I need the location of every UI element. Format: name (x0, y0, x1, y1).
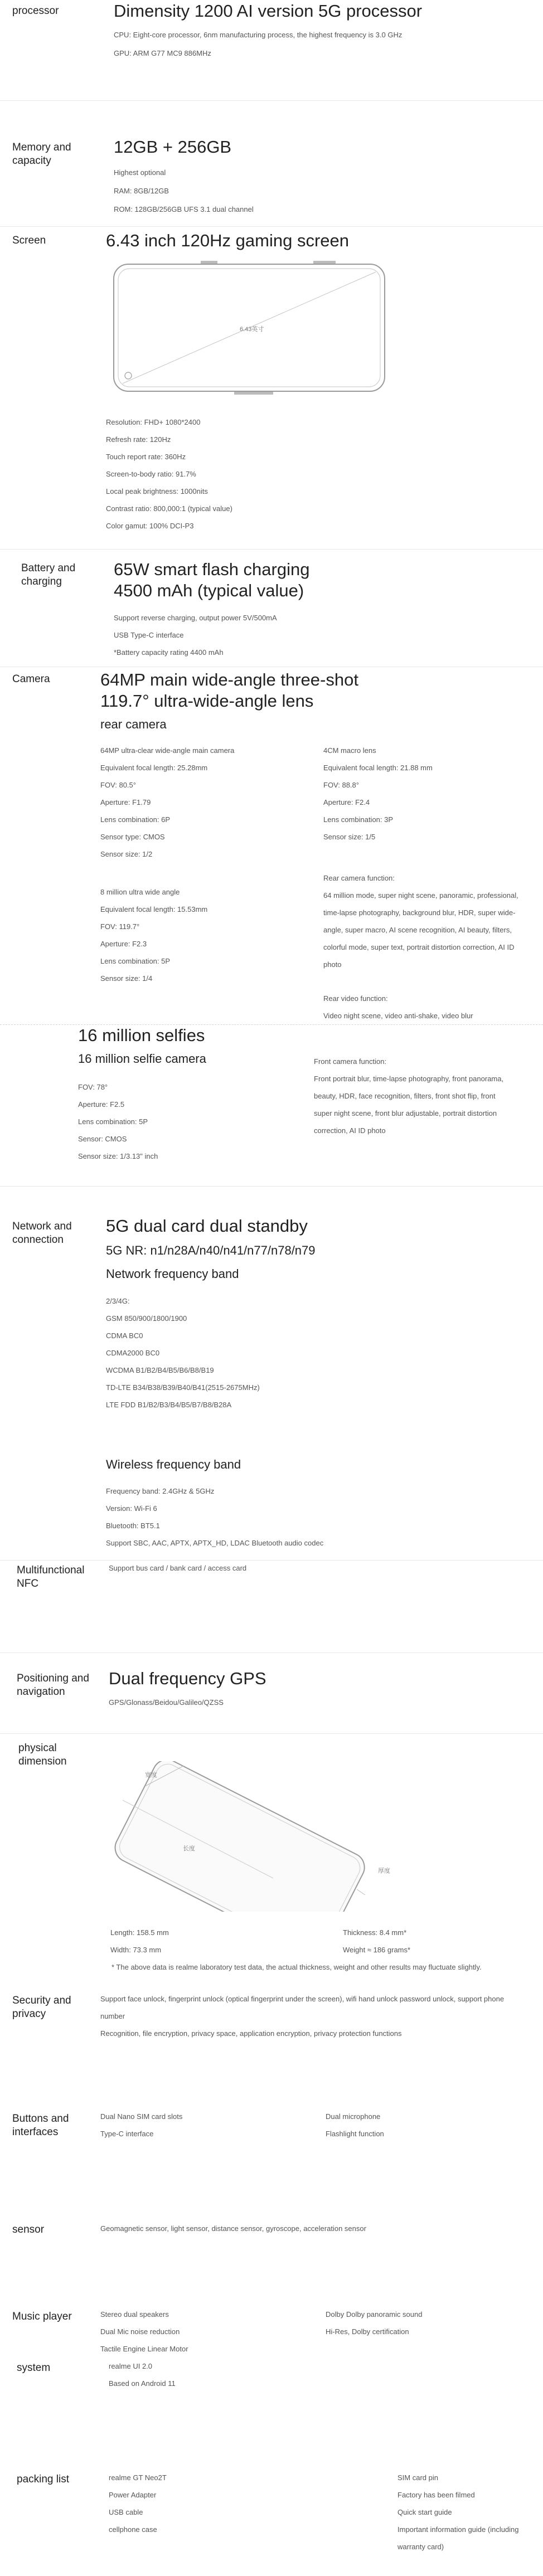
network-band-line: 2/3/4G: (106, 1297, 130, 1305)
wide-lens-line: Aperture: F2.3 (100, 940, 147, 948)
processor-title: Dimensity 1200 AI version 5G processor (114, 1, 423, 21)
front-function-line: correction, AI ID photo (314, 1126, 386, 1135)
dimension-note: * The above data is realme laboratory test data, the actual thickness, weight and other results may fluctuate slightly. (111, 1963, 482, 1971)
network-band-line: CDMA2000 BC0 (106, 1349, 160, 1357)
rear-video-line: Video night scene, video anti-shake, video blur (323, 1012, 473, 1020)
macro-lens-line: Aperture: F2.4 (323, 798, 370, 806)
music-left-line: Stereo dual speakers (100, 2310, 169, 2319)
wireless-line: Frequency band: 2.4GHz & 5GHz (106, 1487, 215, 1495)
width-diagram-text: 宽度 (145, 1772, 157, 1778)
wide-lens-line: Equivalent focal length: 15.53mm (100, 905, 208, 913)
memory-label: Memory and capacity (12, 142, 71, 167)
packing-left-line: USB cable (109, 2508, 143, 2516)
battery-title-2: 4500 mAh (typical value) (114, 581, 304, 600)
macro-lens-line: FOV: 88.8° (323, 781, 359, 789)
dimension-label: physical dimension (18, 1742, 67, 1767)
rom-spec: ROM: 128GB/256GB UFS 3.1 dual channel (114, 205, 254, 213)
rear-video-title: Rear video function: (323, 994, 388, 1003)
screen-refresh-rate: Refresh rate: 120Hz (106, 435, 171, 444)
positioning-label: Positioning and navigation (17, 1673, 89, 1698)
packing-left-line: cellphone case (109, 2525, 157, 2534)
camera-title-1: 64MP main wide-angle three-shot (100, 670, 358, 689)
screen-ratio: Screen-to-body ratio: 91.7% (106, 470, 196, 478)
security-line: number (100, 2012, 125, 2020)
main-lens-line: Equivalent focal length: 25.28mm (100, 764, 208, 772)
wide-lens-line: Sensor size: 1/4 (100, 974, 153, 983)
music-label: Music player (12, 2311, 72, 2322)
screen-title: 6.43 inch 120Hz gaming screen (106, 231, 349, 250)
positioning-title: Dual frequency GPS (109, 1669, 266, 1688)
buttons-right-line: Flashlight function (326, 2130, 384, 2138)
divider (0, 100, 543, 101)
buttons-left-line: Dual Nano SIM card slots (100, 2112, 183, 2121)
rear-camera-heading: rear camera (100, 717, 167, 731)
main-lens-line: FOV: 80.5° (100, 781, 136, 789)
macro-lens-line: Equivalent focal length: 21.88 mm (323, 764, 433, 772)
rear-function-line: time-lapse photography, background blur, HDR, super wide- (323, 908, 516, 917)
divider (0, 1186, 543, 1187)
divider (0, 1733, 543, 1734)
system-line: Based on Android 11 (109, 2379, 176, 2388)
system-line: realme UI 2.0 (109, 2362, 153, 2370)
network-band-line: TD-LTE B34/B38/B39/B40/B41(2515-2675MHz) (106, 1383, 260, 1392)
packing-left-line: Power Adapter (109, 2491, 157, 2499)
main-lens-line: Sensor type: CMOS (100, 833, 165, 841)
network-band-line: CDMA BC0 (106, 1331, 143, 1340)
memory-note: Highest optional (114, 168, 166, 177)
macro-lens-line: Sensor size: 1/5 (323, 833, 376, 841)
music-left-line: Tactile Engine Linear Motor (100, 2345, 188, 2353)
packing-left-line: realme GT Neo2T (109, 2473, 167, 2482)
front-function-title: Front camera function: (314, 1057, 387, 1066)
network-band-line: LTE FDD B1/B2/B3/B4/B5/B7/B8/B28A (106, 1401, 232, 1409)
packing-label: packing list (17, 2473, 69, 2485)
packing-right-line: Important information guide (including (397, 2525, 519, 2534)
ram-spec: RAM: 8GB/12GB (114, 187, 169, 195)
selfie-line: Sensor size: 1/3.13" inch (78, 1152, 158, 1160)
network-band-line: WCDMA B1/B2/B4/B5/B6/B8/B19 (106, 1366, 214, 1374)
packing-right-line: Quick start guide (397, 2508, 452, 2516)
screen-size-text: 6.43英寸 (240, 326, 264, 333)
divider (0, 226, 543, 227)
width-spec: Width: 73.3 mm (110, 1946, 162, 1954)
music-right-line: Hi-Res, Dolby certification (326, 2327, 409, 2336)
main-lens-line: Aperture: F1.79 (100, 798, 151, 806)
cpu-spec: CPU: Eight-core processor, 6nm manufacturing process, the highest frequency is 3.0 GHz (114, 31, 403, 39)
battery-line: USB Type-C interface (114, 631, 184, 639)
screen-gamut: Color gamut: 100% DCI-P3 (106, 522, 194, 530)
network-title: 5G dual card dual standby (106, 1216, 308, 1236)
packing-right-line: SIM card pin (397, 2473, 438, 2482)
battery-title-1: 65W smart flash charging (114, 560, 310, 579)
screen-brightness: Local peak brightness: 1000nits (106, 487, 208, 495)
weight-spec: Weight ≈ 186 grams* (343, 1946, 411, 1954)
screen-resolution: Resolution: FHD+ 1080*2400 (106, 418, 201, 426)
network-band-line: GSM 850/900/1800/1900 (106, 1314, 187, 1323)
screen-diagram (111, 261, 387, 395)
nfc-text: Support bus card / bank card / access card (109, 1564, 247, 1572)
screen-contrast: Contrast ratio: 800,000:1 (typical value) (106, 504, 232, 513)
sensor-label: sensor (12, 2224, 45, 2235)
wide-lens-line: Lens combination: 5P (100, 957, 171, 965)
front-function-line: beauty, HDR, face recognition, filters, front shot flip, front (314, 1092, 496, 1100)
macro-lens-line: 4CM macro lens (323, 746, 376, 755)
front-function-line: Front portrait blur, time-lapse photography, front panorama, (314, 1075, 504, 1083)
thickness-spec: Thickness: 8.4 mm* (343, 1928, 407, 1937)
positioning-text: GPS/Glonass/Beidou/Galileo/QZSS (109, 1698, 224, 1707)
packing-right-line: warranty card) (397, 2543, 444, 2551)
divider (0, 549, 543, 550)
thickness-diagram-text: 厚度 (378, 1868, 390, 1874)
selfie-title-2: 16 million selfie camera (78, 1052, 206, 1066)
selfie-line: Aperture: F2.5 (78, 1100, 125, 1109)
battery-line: *Battery capacity rating 4400 mAh (114, 648, 224, 657)
wide-lens-line: FOV: 119.7° (100, 922, 140, 931)
network-label: Network and connection (12, 1221, 72, 1246)
wireless-line: Support SBC, AAC, APTX, APTX_HD, LDAC Bluetooth audio codec (106, 1539, 324, 1547)
memory-title: 12GB + 256GB (114, 137, 232, 157)
selfie-line: Lens combination: 5P (78, 1117, 148, 1126)
security-label: Security and privacy (12, 1995, 71, 2020)
rear-function-line: 64 million mode, super night scene, panoramic, professional, (323, 891, 518, 900)
security-line: Support face unlock, fingerprint unlock (optical fingerprint under the screen), wifi hand unlock password unlock, support phone (100, 1995, 505, 2003)
sensor-text: Geomagnetic sensor, light sensor, distance sensor, gyroscope, acceleration sensor (100, 2224, 366, 2233)
music-right-line: Dolby Dolby panoramic sound (326, 2310, 423, 2319)
rear-function-line: photo (323, 960, 342, 969)
macro-lens-line: Lens combination: 3P (323, 815, 394, 824)
battery-label: Battery and charging (21, 562, 76, 587)
processor-label: processor (12, 5, 59, 17)
divider (0, 1560, 543, 1561)
battery-line: Support reverse charging, output power 5V/500mA (114, 614, 277, 622)
rear-function-line: colorful mode, super text, portrait distortion correction, AI ID (323, 943, 515, 951)
buttons-left-line: Type-C interface (100, 2130, 154, 2138)
wide-lens-line: 8 million ultra wide angle (100, 888, 180, 896)
selfie-line: FOV: 78° (78, 1083, 108, 1091)
phone-dimension-diagram (111, 1761, 396, 1912)
screen-touch-rate: Touch report rate: 360Hz (106, 453, 186, 461)
network-nr: 5G NR: n1/n28A/n40/n41/n77/n78/n79 (106, 1243, 316, 1257)
selfie-line: Sensor: CMOS (78, 1135, 127, 1143)
camera-label: Camera (12, 673, 50, 685)
camera-title-2: 119.7° ultra-wide-angle lens (100, 691, 314, 711)
system-label: system (17, 2362, 51, 2374)
divider (0, 1652, 543, 1653)
nfc-label: Multifunctional NFC (17, 1564, 85, 1590)
network-band-title: Network frequency band (106, 1267, 239, 1281)
packing-right-line: Factory has been filmed (397, 2491, 475, 2499)
wireless-line: Bluetooth: BT5.1 (106, 1522, 160, 1530)
selfie-title-1: 16 million selfies (78, 1025, 205, 1045)
wireless-title: Wireless frequency band (106, 1457, 241, 1471)
front-function-line: super night scene, front blur adjustable, portrait distortion (314, 1109, 497, 1117)
music-left-line: Dual Mic noise reduction (100, 2327, 180, 2336)
gpu-spec: GPU: ARM G77 MC9 886MHz (114, 49, 211, 57)
main-lens-line: Sensor size: 1/2 (100, 850, 153, 858)
main-lens-line: Lens combination: 6P (100, 815, 171, 824)
wireless-line: Version: Wi-Fi 6 (106, 1504, 157, 1513)
screen-label: Screen (12, 235, 46, 246)
length-diagram-text: 长度 (183, 1845, 195, 1852)
rear-function-line: angle, super macro, AI scene recognition, AI beauty, filters, (323, 926, 512, 934)
buttons-label: Buttons and interfaces (12, 2113, 69, 2138)
main-lens-line: 64MP ultra-clear wide-angle main camera (100, 746, 235, 755)
length-spec: Length: 158.5 mm (110, 1928, 169, 1937)
security-line: Recognition, file encryption, privacy space, application encryption, privacy protection functions (100, 2029, 402, 2038)
rear-function-title: Rear camera function: (323, 874, 395, 882)
buttons-right-line: Dual microphone (326, 2112, 381, 2121)
